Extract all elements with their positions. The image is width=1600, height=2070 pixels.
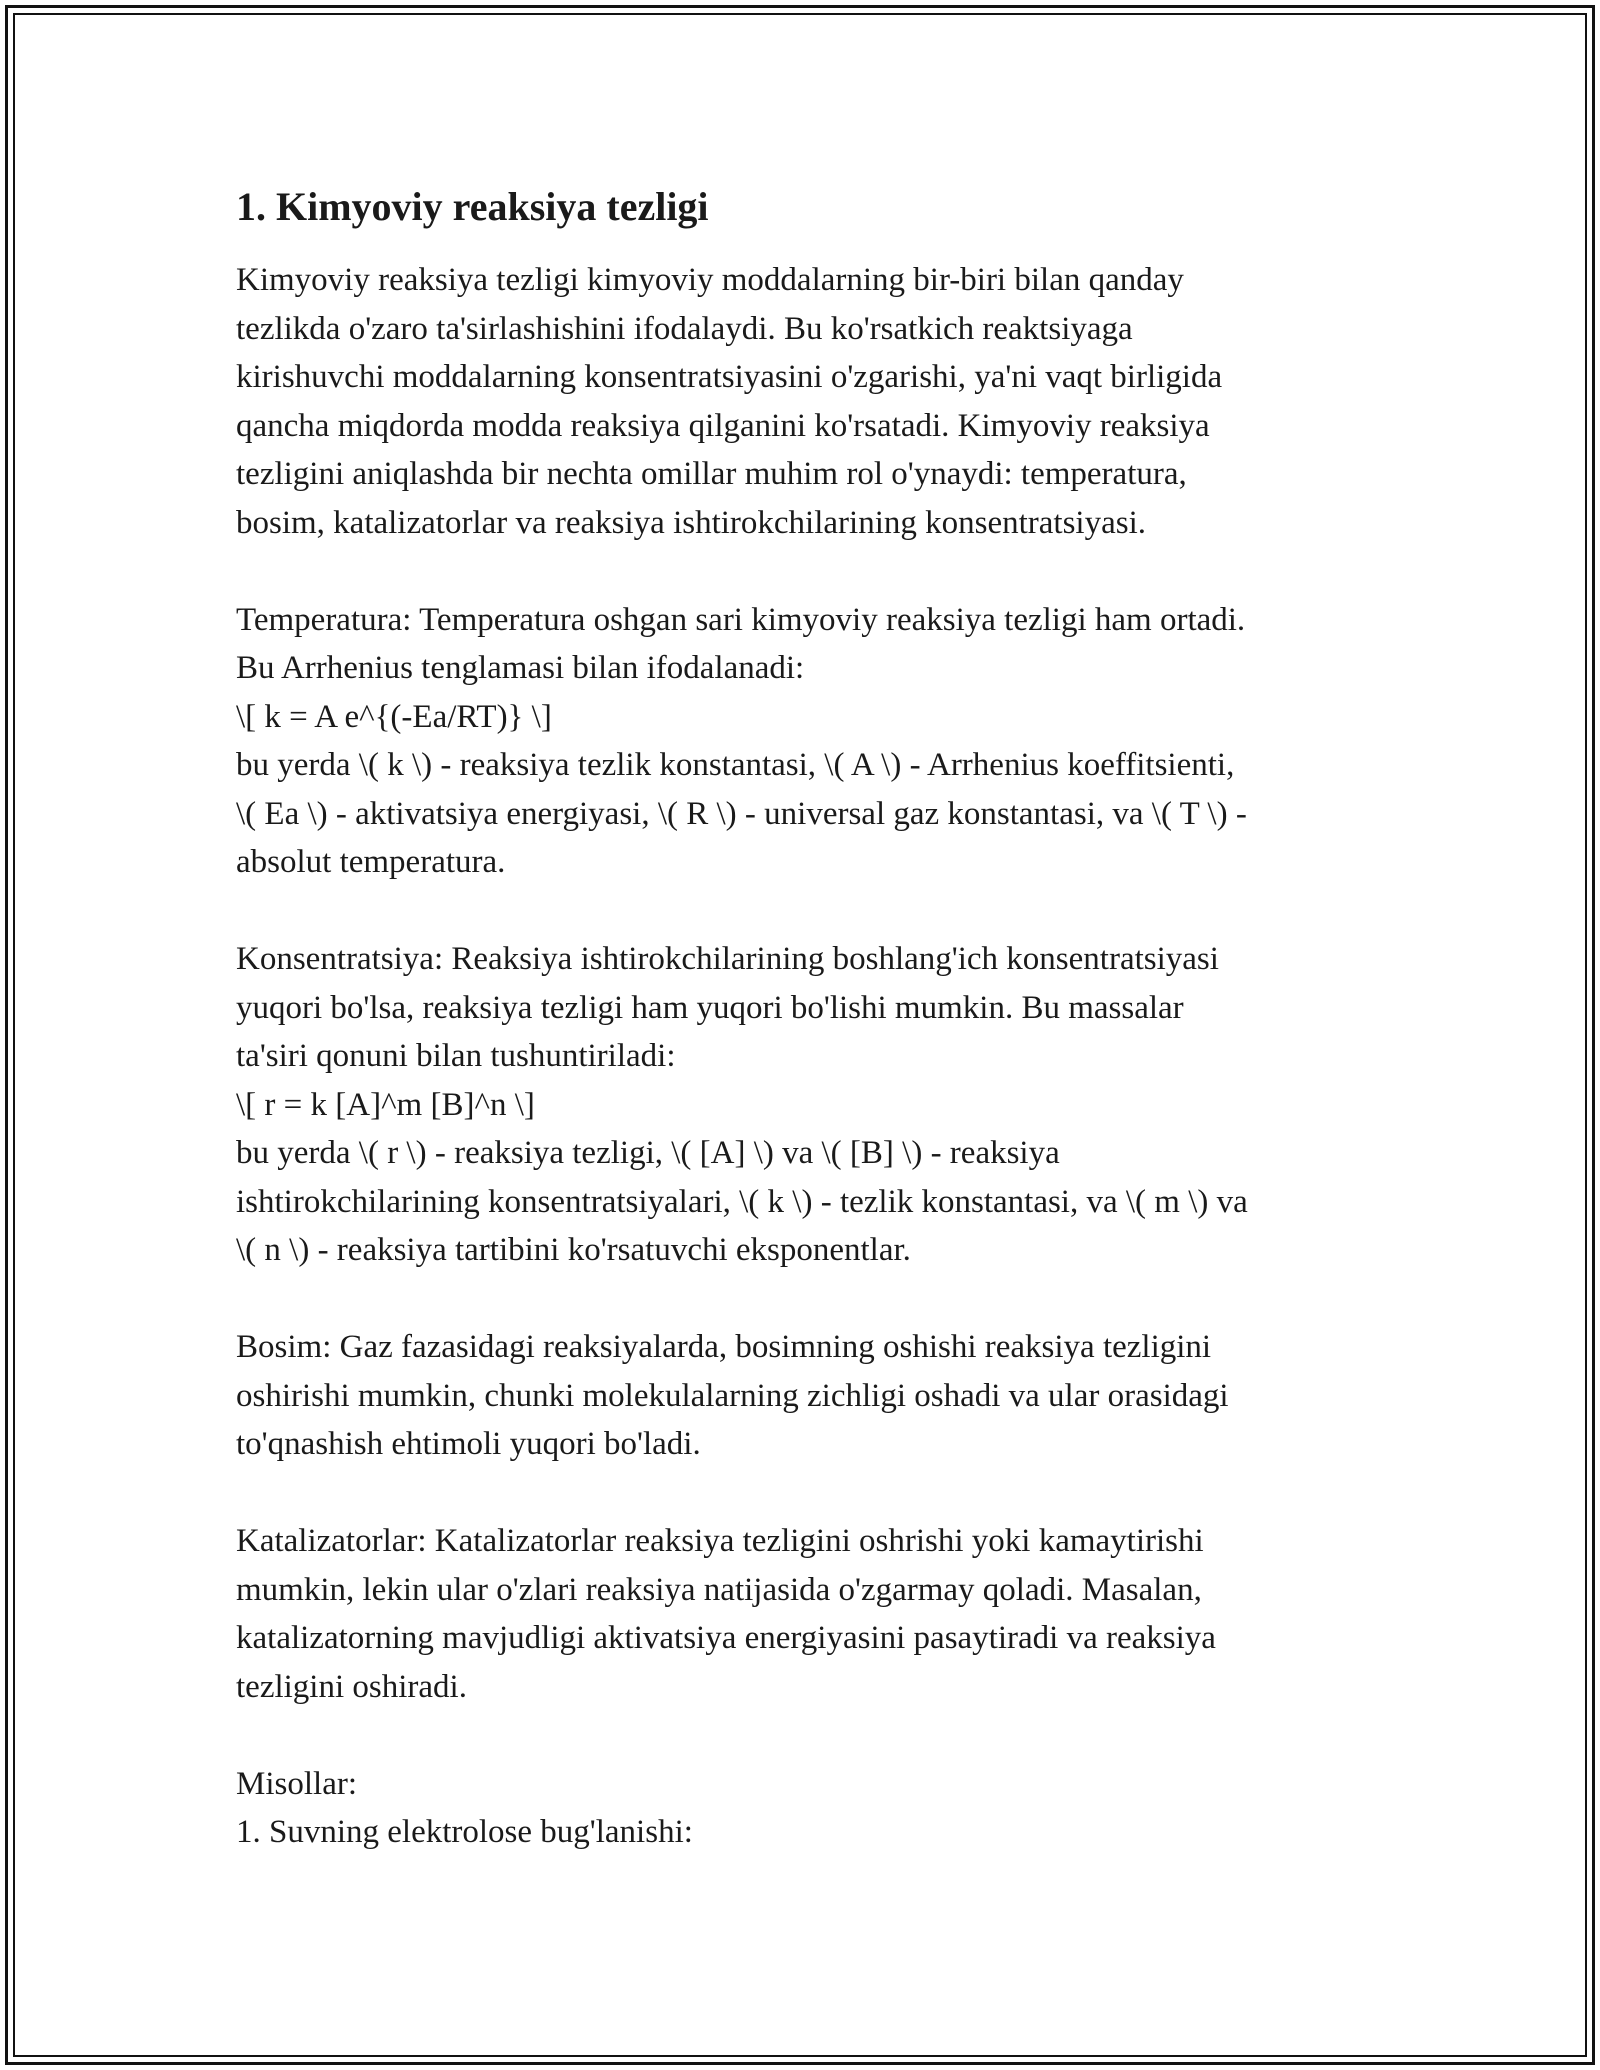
- text-line: tezligini oshiradi.: [236, 1668, 467, 1705]
- temperature-paragraph: [236, 596, 1386, 887]
- catalysts-paragraph: [236, 1517, 1386, 1711]
- text-line: Katalizatorlar: Katalizatorlar reaksiya tezligini oshrishi yoki kamaytirishi: [236, 1523, 1204, 1559]
- text-line: katalizatorning mavjudligi aktivatsiya energiyasini pasaytiradi va reaksiya: [236, 1620, 1216, 1656]
- text-line: ta'siri qonuni bilan tushuntiriladi:: [236, 1038, 676, 1074]
- text-line: yuqori bo'lsa, reaksiya tezligi ham yuqori bo'lishi mumkin. Bu massalar: [236, 989, 1184, 1026]
- examples-heading: Misollar:: [236, 1765, 357, 1802]
- text-line: ishtirokchilarining konsentratsiyalari, \( k \) - tezlik konstantasi, va \( m \) va: [236, 1183, 1248, 1220]
- text-line: qancha miqdorda modda reaksiya qilganini ko'rsatadi. Kimyoviy reaksiya: [236, 407, 1210, 444]
- text-line: to'qnashish ehtimoli yuqori bo'ladi.: [236, 1426, 701, 1462]
- text-line: bosim, katalizatorlar va reaksiya ishtirokchilarining konsentratsiyasi.: [236, 504, 1146, 541]
- text-line: Konsentratsiya: Reaksiya ishtirokchilarining boshlang'ich konsentratsiyasi: [236, 941, 1219, 977]
- text-line: mumkin, lekin ular o'zlari reaksiya natijasida o'zgarmay qoladi. Masalan,: [236, 1571, 1202, 1608]
- text-line: \( n \) - reaksiya tartibini ko'rsatuvchi eksponentlar.: [236, 1232, 911, 1268]
- section-title: 1. Kimyoviy reaksiya tezligi: [236, 184, 709, 229]
- text-line: bu yerda \( r \) - reaksiya tezligi, \( [A] \) va \( [B] \) - reaksiya: [236, 1135, 1060, 1171]
- text-line: tezligini aniqlashda bir nechta omillar muhim rol o'ynaydi: temperatura,: [236, 456, 1187, 492]
- examples-paragraph: [236, 1760, 1386, 1857]
- text-line: Kimyoviy reaksiya tezligi kimyoviy moddalarning bir-biri bilan qanday: [236, 262, 1184, 298]
- text-line: tezlikda o'zaro ta'sirlashishini ifodalaydi. Bu ko'rsatkich reaktsiyaga: [236, 310, 1133, 347]
- text-line: absolut temperatura.: [236, 844, 506, 880]
- intro-paragraph: [236, 256, 1386, 547]
- text-line: bu yerda \( k \) - reaksiya tezlik konstantasi, \( A \) - Arrhenius koeffitsienti,: [236, 747, 1235, 783]
- text-line: \( Ea \) - aktivatsiya energiyasi, \( R \) - universal gaz konstantasi, va \( T \) -: [236, 795, 1247, 832]
- example-item: 1. Suvning elektrolose bug'lanishi:: [236, 1814, 693, 1850]
- text-line: Bosim: Gaz fazasidagi reaksiyalarda, bosimning oshishi reaksiya tezligini: [236, 1329, 1212, 1365]
- rate-law-formula: \[ r = k [A]^m [B]^n \]: [236, 1086, 535, 1123]
- pressure-paragraph: [236, 1323, 1386, 1469]
- document-page: [236, 180, 1386, 1905]
- concentration-paragraph: [236, 935, 1386, 1275]
- text-line: kirishuvchi moddalarning konsentratsiyasini o'zgarishi, ya'ni vaqt birligida: [236, 359, 1223, 395]
- text-line: Temperatura: Temperatura oshgan sari kimyoviy reaksiya tezligi ham ortadi.: [236, 601, 1246, 638]
- text-line: Bu Arrhenius tenglamasi bilan ifodalanadi:: [236, 650, 805, 686]
- text-line: oshirishi mumkin, chunki molekulalarning zichligi oshadi va ular orasidagi: [236, 1377, 1229, 1414]
- arrhenius-formula: \[ k = A e^{(-Ea/RT)} \]: [236, 698, 552, 735]
